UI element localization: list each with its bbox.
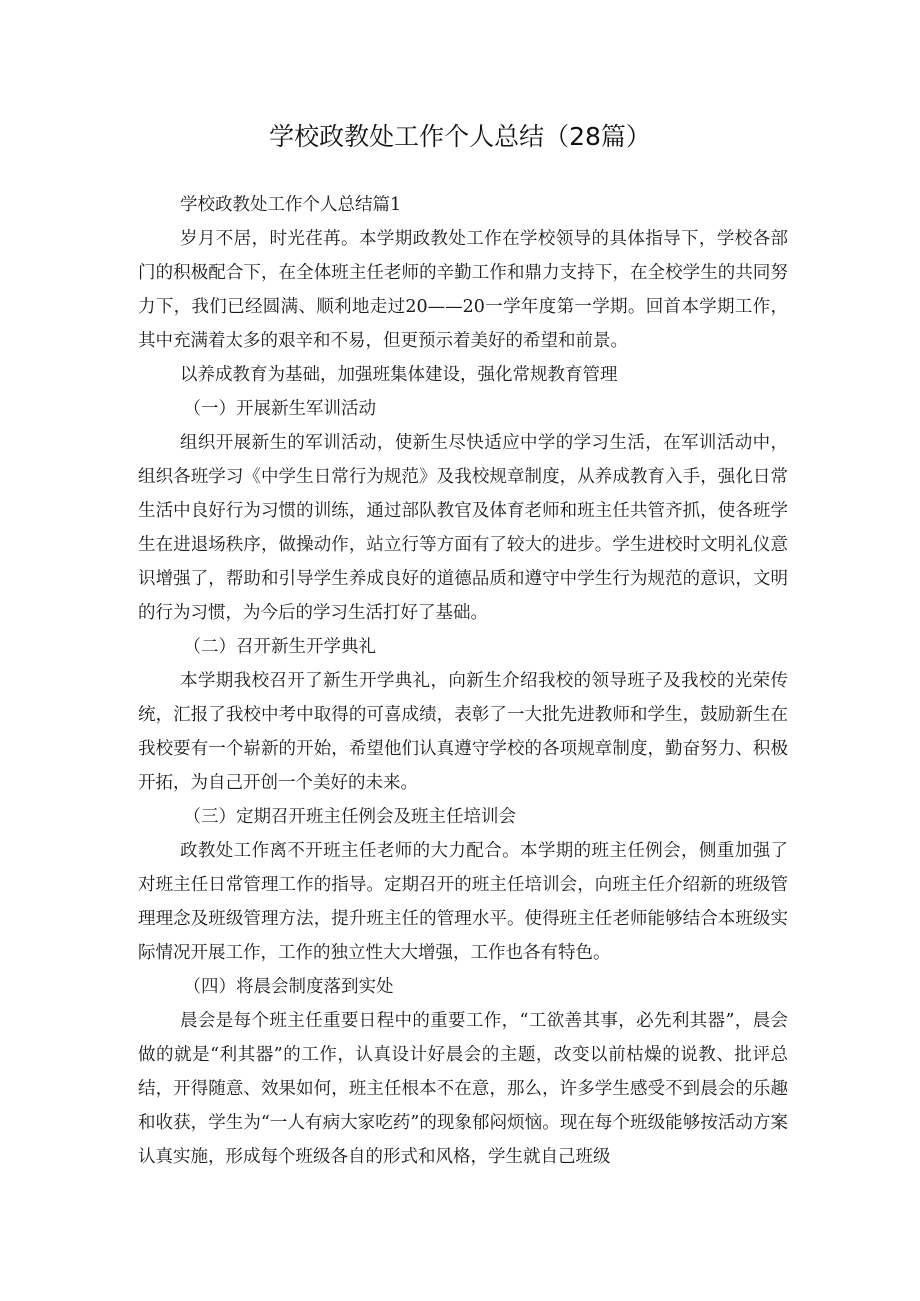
paragraph: 本学期我校召开了新生开学典礼，向新生介绍我校的领导班子及我校的光荣传统，汇报了我校中考中取得的可喜成绩，表彰了一大批先进教师和学生，鼓励新生在我校要有一个崭新的开始，希望他们认真遵守学校的各项规章制度，勤奋努力、积极开拓，为自己开创一个美好的未来。 [138,671,788,793]
subsection-heading: （二）召开新生开学典礼 [183,637,376,657]
paragraph: 组织开展新生的军训活动，使新生尽快适应中学的学习生活，在军训活动中，组织各班学习《中学生日常行为规范》及我校规章制度，从养成教育入手，强化日常生活中良好行为习惯的训练，通过部队教官及体育老师和班主任共管齐抓，使各班学生在进退场秩序，做操动作，站立行等方面有了较大的进步。学生进校时文明礼仪意识增强了，帮助和引导学生养成良好的道德品质和遵守中学生行为规范的意识，文明的行为习惯，为今后的学习生活打好了基础。 [138,433,788,623]
paragraph: 岁月不居，时光荏苒。本学期政教处工作在学校领导的具体指导下，学校各部门的积极配合下，在全体班主任老师的辛勤工作和鼎力支持下，在全校学生的共同努力下，我们已经圆满、顺利地走过20——20一学年度第一学期。回首本学期工作，其中充满着太多的艰辛和不易，但更预示着美好的希望和前景。 [138,229,788,351]
section-heading: 以养成教育为基础，加强班集体建设，强化常规教育管理 [180,365,618,385]
paragraph: 晨会是每个班主任重要日程中的重要工作，“工欲善其事，必先利其器”，晨会做的就是“利其器”的工作，认真设计好晨会的主题，改变以前枯燥的说教、批评总结，开得随意、效果如何，班主任根本不在意，那么，许多学生感受不到晨会的乐趣和收获，学生为“一人有病大家吃药”的现象郁闷烦恼。现在每个班级能够按活动方案认真实施，形成每个班级各自的形式和风格，学生就自己班级 [138,1011,788,1167]
paragraph: 政教处工作离不开班主任老师的大力配合。本学期的班主任例会，侧重加强了对班主任日常管理工作的指导。定期召开的班主任培训会，向班主任介绍新的班级管理理念及班级管理方法，提升班主任的管理水平。使得班主任老师能够结合本班级实际情况开展工作，工作的独立性大大增强，工作也各有特色。 [138,841,788,963]
document-title: 学校政教处工作个人总结（28篇） [269,122,651,151]
subsection-heading: （一）开展新生军训活动 [183,399,376,419]
subsection-heading: （四）将晨会制度落到实处 [183,977,394,997]
subsection-heading: （三）定期召开班主任例会及班主任培训会 [183,807,516,827]
section-heading: 学校政教处工作个人总结篇1 [180,195,402,215]
document-body [138,188,788,1174]
